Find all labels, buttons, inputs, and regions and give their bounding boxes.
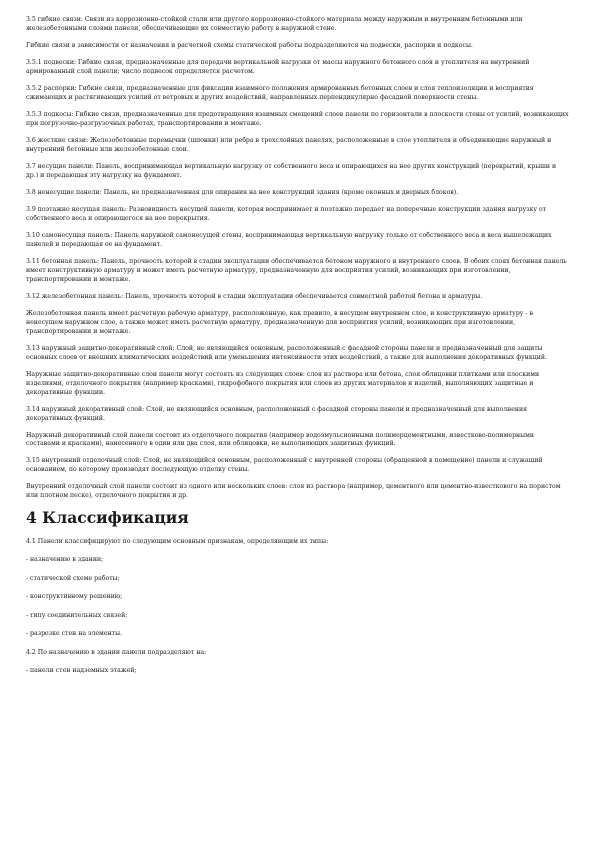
list-item: - типу соединительных связей; [26,611,128,619]
paragraph: Железобетонная панель имеет расчетную рабочую арматуру, расположенную, как правило, в несущем внутреннем слое, и конструктивную арматуру - в ненесущем наружном слое, а также может иметь расчетную арматуру, предназначенную для восприятия усилий, возникающих при изготовлении, транспортировании и монтаже. [26,309,533,335]
paragraph: 3.5.3 подкосы: Гибкие связи, предназначенные для предотвращения взаимных смещений слоев панели по горизонтали в плоскости стены от усилий, возникающих при погрузочно-разгрузочных работах, транспортировании и монтаже. [26,110,569,127]
paragraph: 3.5.2 распорки: Гибкие связи, предназначенные для фиксации взаимного положения армированных бетонных слоев и слоя теплоизоляции и восприятия сжимающих и растягивающих усилий от ветровых и других воздействий, направленных перпендикулярно фасадной поверхности стены. [26,84,534,101]
list-item: - конструктивному решению; [26,593,123,601]
paragraph: 3.6 жесткие связи: Железобетонные перемычки (шпонки) или ребра в трехслойных панелях, расположенные в слое утеплителя и объединяющие наружный и внутренний бетонные или железобетонные слои. [26,136,552,153]
list-item: - панели стен надземных этажей; [26,667,137,675]
paragraph: 3.11 бетонная панель: Панель, прочность которой в стадии эксплуатации обеспечивается бетоном наружного и внутреннего слоев. В обоих слоях бетонная панель имеет конструктивную арматуру и может иметь расчетную арматуру, предназначенную для восприятия усилий, возникающих при изготовлении, транспортировании и монтаже. [26,257,567,283]
paragraph: Внутренний отделочный слой панели состоит из одного или нескольких слоев: слоя из раствора (например, цементного или цементно-известкового на пористом или плотном песке), отделочного покрытия и др. [26,483,561,500]
list-item: 4.1 Панели классифицируют по следующим основным признакам, определяющим их типы: [26,538,329,545]
paragraph: 3.13 наружный защитно-декоративный слой: Слой, не являющийся основным, расположенный с фасадной стороны панели и предназначенный для защиты основных слоев от внешних климатических воздействий или уменьшения интенсивности этих воздействий, а также для выполнения декоративных функций. [26,344,547,361]
list-item: - статической схеме работы; [26,574,120,582]
paragraph: 3.12 железобетонная панель: Панель, прочность которой в стадии эксплуатации обеспечивается совместной работой бетона и арматуры. [26,292,483,300]
paragraph: 3.5.1 подвески: Гибкие связи, предназначенные для передачи вертикальной нагрузки от массы наружного бетонного слоя и утеплителя на внутренний армированный слой панели; число подвесок определяется расчетом. [26,58,530,75]
definitions-section [26,16,569,501]
paragraph: 3.15 внутренний отделочный слой: Слой, не являющийся основным, расположенный с внутренней стороны (обращенной в помещение) панели и служащий основанием, по которому производят последующую отделку стены. [26,457,543,474]
paragraph: Гибкие связи в зависимости от назначения и расчетной схемы статической работы подразделяются на подвески, распорки и подкосы. [26,41,473,49]
paragraph: 3.9 поэтажно несущая панель: Разновидность несущей панели, которая воспринимает и поэтажно передает на поперечные конструкции здания нагрузку от собственного веса и опирающегося на нее перекрытия. [26,205,547,222]
section-heading: 4 Классификация [26,508,189,528]
list-item: - разрезке стен на элементы. [26,630,122,638]
paragraph: Наружный декоративный слой панели состоит из отделочного покрытия (например водоэмульсионными полимерцементными, известково-полимерными составами и красками), нанесенного в один или два слоя, или облицовки, не выполняющих защитных функций. [26,431,535,448]
paragraph: Наружные защитно-декоративные слои панели могут состоять из следующих слоев: слоя из раствора или бетона, слоя облицовки плитками или плоскими изделиями, отделочного покрытия (например красками), гидрофобного покрытия или слоев из других материалов и изделий, выполняющих защитные и декоративные функции. [26,370,540,396]
paragraph: 3.10 самонесущая панель: Панель наружной самонесущей стены, воспринимающая вертикальную нагрузку только от собственного веса и веса вышележащих панелей и передающая ее на фундамент. [26,231,552,248]
paragraph: 3.5 гибкие связи: Связи из коррозионно-стойкой стали или другого коррозионно-стойкого материала между наружным и внутренним бетонными или железобетонными слоями панели, обеспечивающие их совместную работу в наружной стене. [26,16,523,32]
paragraph: 3.14 наружный декоративный слой: Слой, не являющийся основным, расположенный с фасадной стороны панели и предназначенный для выполнения декоративных функций. [26,405,528,422]
paragraph: 3.7 несущие панели: Панель, воспринимающая вертикальную нагрузку от собственного веса и опирающихся на нее других конструкций (перекрытий, крыши и др.) и передающая эту нагрузку на фундамент. [26,162,557,179]
list-item: 4.2 По назначению в здании панели подразделяют на: [26,648,207,656]
list-item: - назначению в здании; [26,556,104,564]
classification-list [26,538,569,676]
paragraph: 3.8 ненесущие панели: Панель, не предназначенная для опирания на нее конструкций здания (кроме оконных и дверных блоков). [26,188,459,196]
